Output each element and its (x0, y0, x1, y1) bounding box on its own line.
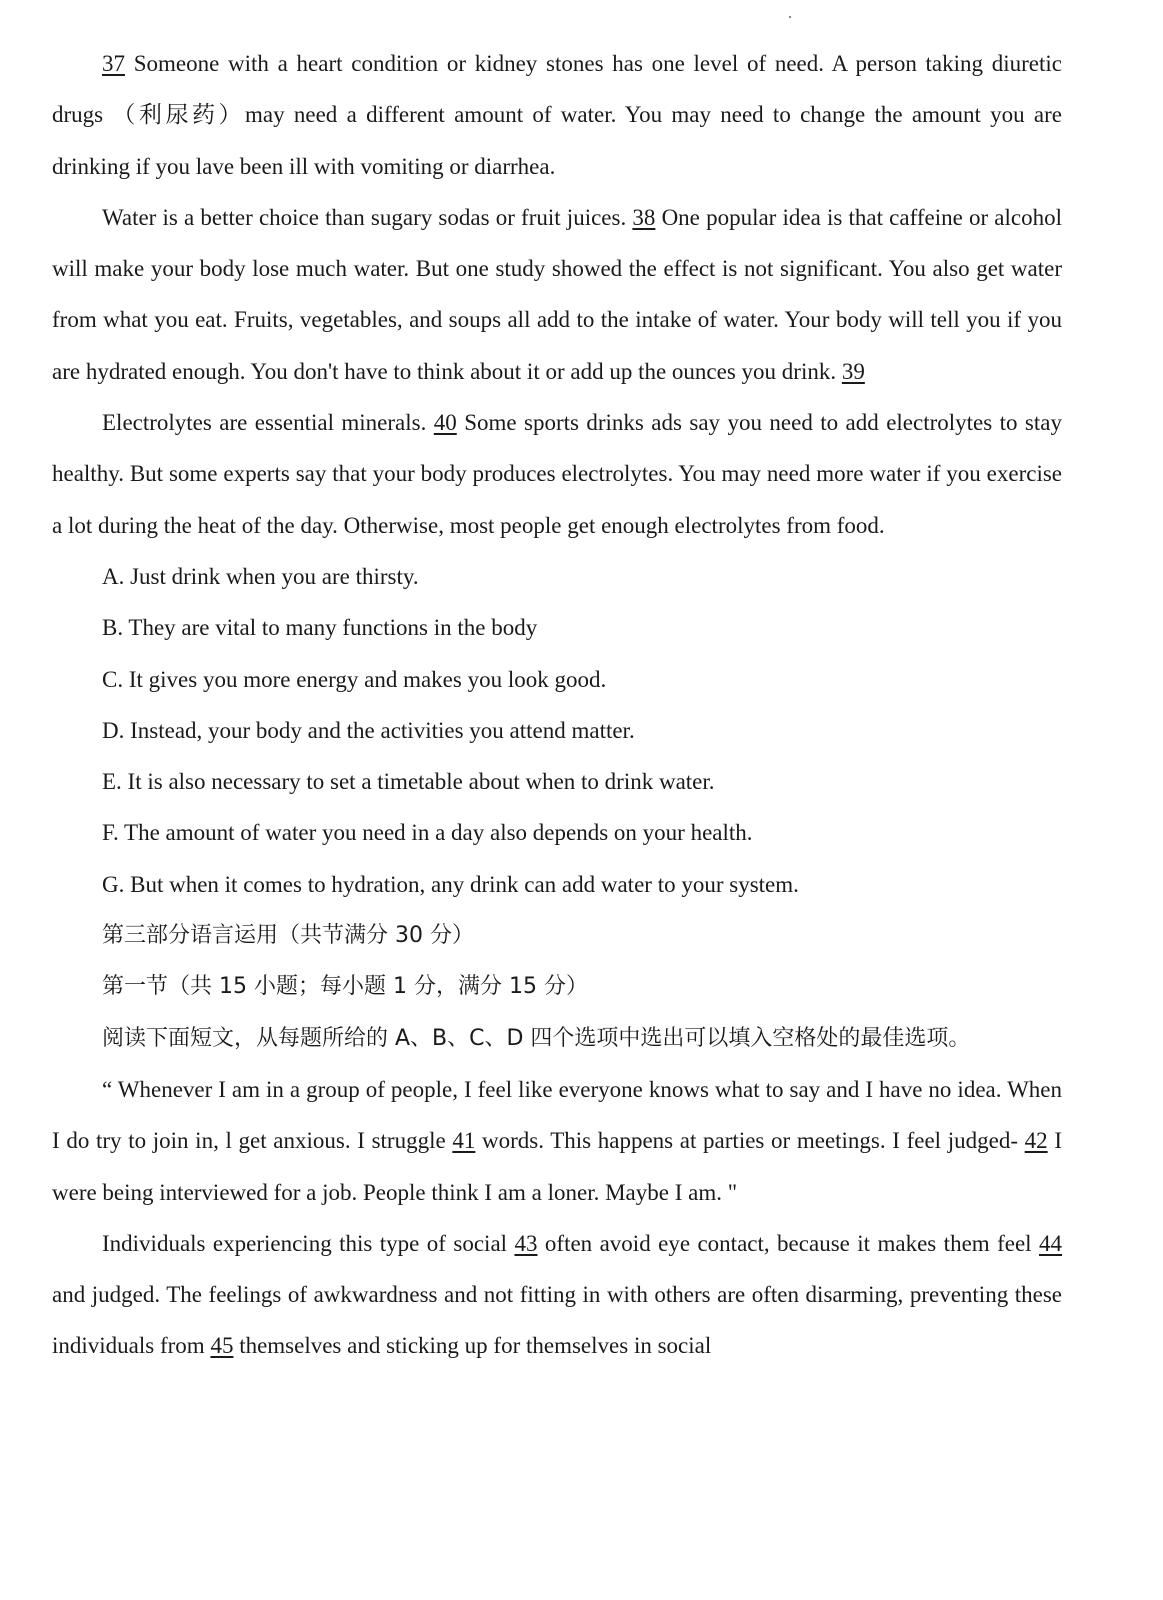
paragraph-text: Some sports drinks ads say you need to add electrolytes to stay healthy. But some experts say that your body produces electrolytes. You may need more water if you exercise a lot during the heat of the day. Otherwise, most people get enough electrolytes from food. (52, 410, 1062, 538)
paragraph-40 (52, 397, 1062, 551)
paragraph-text: themselves and sticking up for themselves in social (233, 1333, 712, 1359)
option-g: G. But when it comes to hydration, any drink can add water to your system. (102, 871, 799, 897)
paragraph-37 (52, 38, 1062, 192)
section-instruction: 阅读下面短文，从每题所给的 A、B、C、D 四个选项中选出可以填入空格处的最佳选项。 (102, 1025, 971, 1051)
section-subtitle: 第一节（共 15 小题；每小题 1 分，满分 15 分） (102, 974, 588, 1000)
blank-40: 40 (433, 410, 457, 436)
cloze-paragraph-1 (52, 1064, 1062, 1218)
blank-39: 39 (841, 358, 865, 384)
document-page (52, 38, 1062, 1372)
option-b: B. They are vital to many functions in the body (102, 615, 538, 641)
options-list (52, 551, 1062, 910)
option-f: F. The amount of water you need in a day also depends on your health. (102, 820, 753, 846)
paragraph-text: Electrolytes are essential minerals. (102, 410, 434, 436)
blank-42: 42 (1024, 1128, 1048, 1154)
option-e: E. It is also necessary to set a timetable about when to drink water. (102, 769, 715, 795)
scan-dot (789, 16, 791, 18)
section-title: 第三部分语言运用（共节满分 30 分） (102, 923, 474, 949)
paragraph-text: often avoid eye contact, because it makes them feel (537, 1230, 1039, 1256)
option-a: A. Just drink when you are thirsty. (102, 563, 419, 589)
paragraph-38-39 (52, 192, 1062, 397)
paragraph-text: “ Whenever I am in a group of people, I feel like everyone knows what to say and I have no idea. When I do try to join in, l get anxious. I struggle (52, 1076, 1062, 1154)
paragraph-text: words. This happens at parties or meetings. I feel judged- (475, 1128, 1025, 1154)
paragraph-text: I were being interviewed for a job. People think I am a loner. Maybe I am. " (52, 1128, 1062, 1205)
paragraph-text: and judged. The feelings of awkwardness and not fitting in with others are often disarming, preventing these individuals from (52, 1282, 1062, 1359)
blank-38: 38 (632, 204, 656, 230)
blank-37: 37 (102, 51, 125, 76)
blank-45: 45 (210, 1333, 234, 1359)
paragraph-text: Water is a better choice than sugary sodas or fruit juices. (102, 204, 633, 230)
blank-41: 41 (452, 1128, 476, 1154)
blank-43: 43 (514, 1230, 538, 1256)
option-d: D. Instead, your body and the activities you attend matter. (102, 717, 635, 743)
paragraph-text: One popular idea is that caffeine or alcohol will make your body lose much water. But one study showed the effect is not significant. You also get water from what you eat. Fruits, vegetables, and soups all add to the intake of water. Your body will tell you if you are hydrated enough. You don't have to think about it or add up the ounces you drink. (52, 204, 1063, 384)
paragraph-text: Individuals experiencing this type of social (102, 1230, 515, 1256)
option-c: C. It gives you more energy and makes you look good. (102, 666, 607, 692)
cloze-paragraph-2 (52, 1218, 1062, 1372)
paragraph-37-text: Someone with a heart condition or kidney stones has one level of need. A person taking diuretic drugs （利尿药）may need a different amount of water. You may need to change the amount you are drinking if you lave been ill with vomiting or diarrhea. (52, 51, 1062, 179)
blank-44: 44 (1039, 1230, 1062, 1256)
